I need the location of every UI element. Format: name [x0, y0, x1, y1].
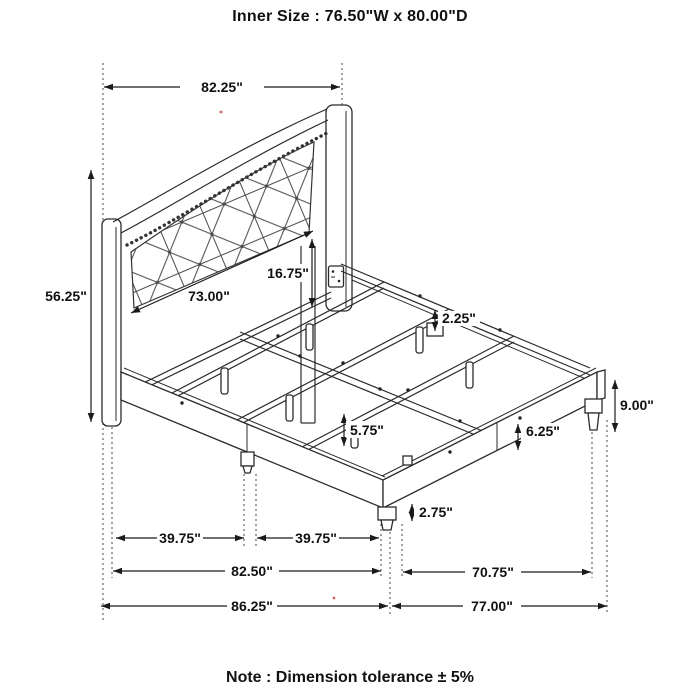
- dim-label-headboard-width: 82.25": [201, 79, 243, 95]
- red-artifact-dot: [333, 597, 336, 600]
- bed-frame-front: [121, 368, 605, 530]
- dim-label-leg-spacing-left: 39.75": [159, 530, 201, 546]
- center-front-leg: [241, 452, 254, 473]
- dimension-frame-height: [612, 380, 654, 432]
- dimension-overall-width: [392, 598, 607, 614]
- red-artifact-dot: [220, 111, 223, 114]
- dim-label-foot-taper-height: 2.75": [419, 504, 453, 520]
- dimension-rail-face-height: [515, 423, 565, 450]
- dim-label-frame-height: 9.00": [620, 397, 654, 413]
- dim-label-overall-depth: 86.25": [231, 598, 273, 614]
- dim-label-panel-to-rail: 16.75": [267, 265, 309, 281]
- dimension-headboard-width: [104, 79, 340, 95]
- dimension-overall-depth: [101, 598, 388, 614]
- dim-label-rail-length: 82.50": [231, 563, 273, 579]
- inner-size-title: Inner Size : 76.50"W x 80.00"D: [232, 8, 468, 25]
- dim-label-leg-spacing-right: 39.75": [295, 530, 337, 546]
- dimension-foot-taper-height: [409, 504, 458, 521]
- tolerance-note: Note : Dimension tolerance ± 5%: [226, 669, 474, 686]
- headboard-left-wing: [102, 219, 121, 426]
- dimension-rail-length: [113, 563, 381, 579]
- rail-bracket: [329, 266, 344, 287]
- dimension-leg-spacing-right: [257, 530, 379, 546]
- dim-label-rail-face-height: 6.25": [526, 423, 560, 439]
- foot-rail-tab: [403, 456, 412, 465]
- dim-label-headboard-height: 56.25": [45, 288, 87, 304]
- foot-rail-face: [383, 372, 597, 508]
- dim-label-slat-thickness: 2.25": [442, 310, 476, 326]
- tufted-panel: [131, 142, 314, 308]
- dimension-foot-clear-width: [403, 564, 591, 580]
- dimension-support-leg-height: [341, 414, 390, 446]
- dim-label-overall-width: 77.00": [471, 598, 513, 614]
- dim-label-panel-width: 73.00": [188, 288, 230, 304]
- dim-label-support-leg-height: 5.75": [350, 422, 384, 438]
- foot-left-leg: [378, 507, 396, 530]
- dim-label-foot-clear-width: 70.75": [472, 564, 514, 580]
- dimension-headboard-height: [45, 170, 94, 422]
- dimension-leg-spacing-left: [116, 530, 244, 546]
